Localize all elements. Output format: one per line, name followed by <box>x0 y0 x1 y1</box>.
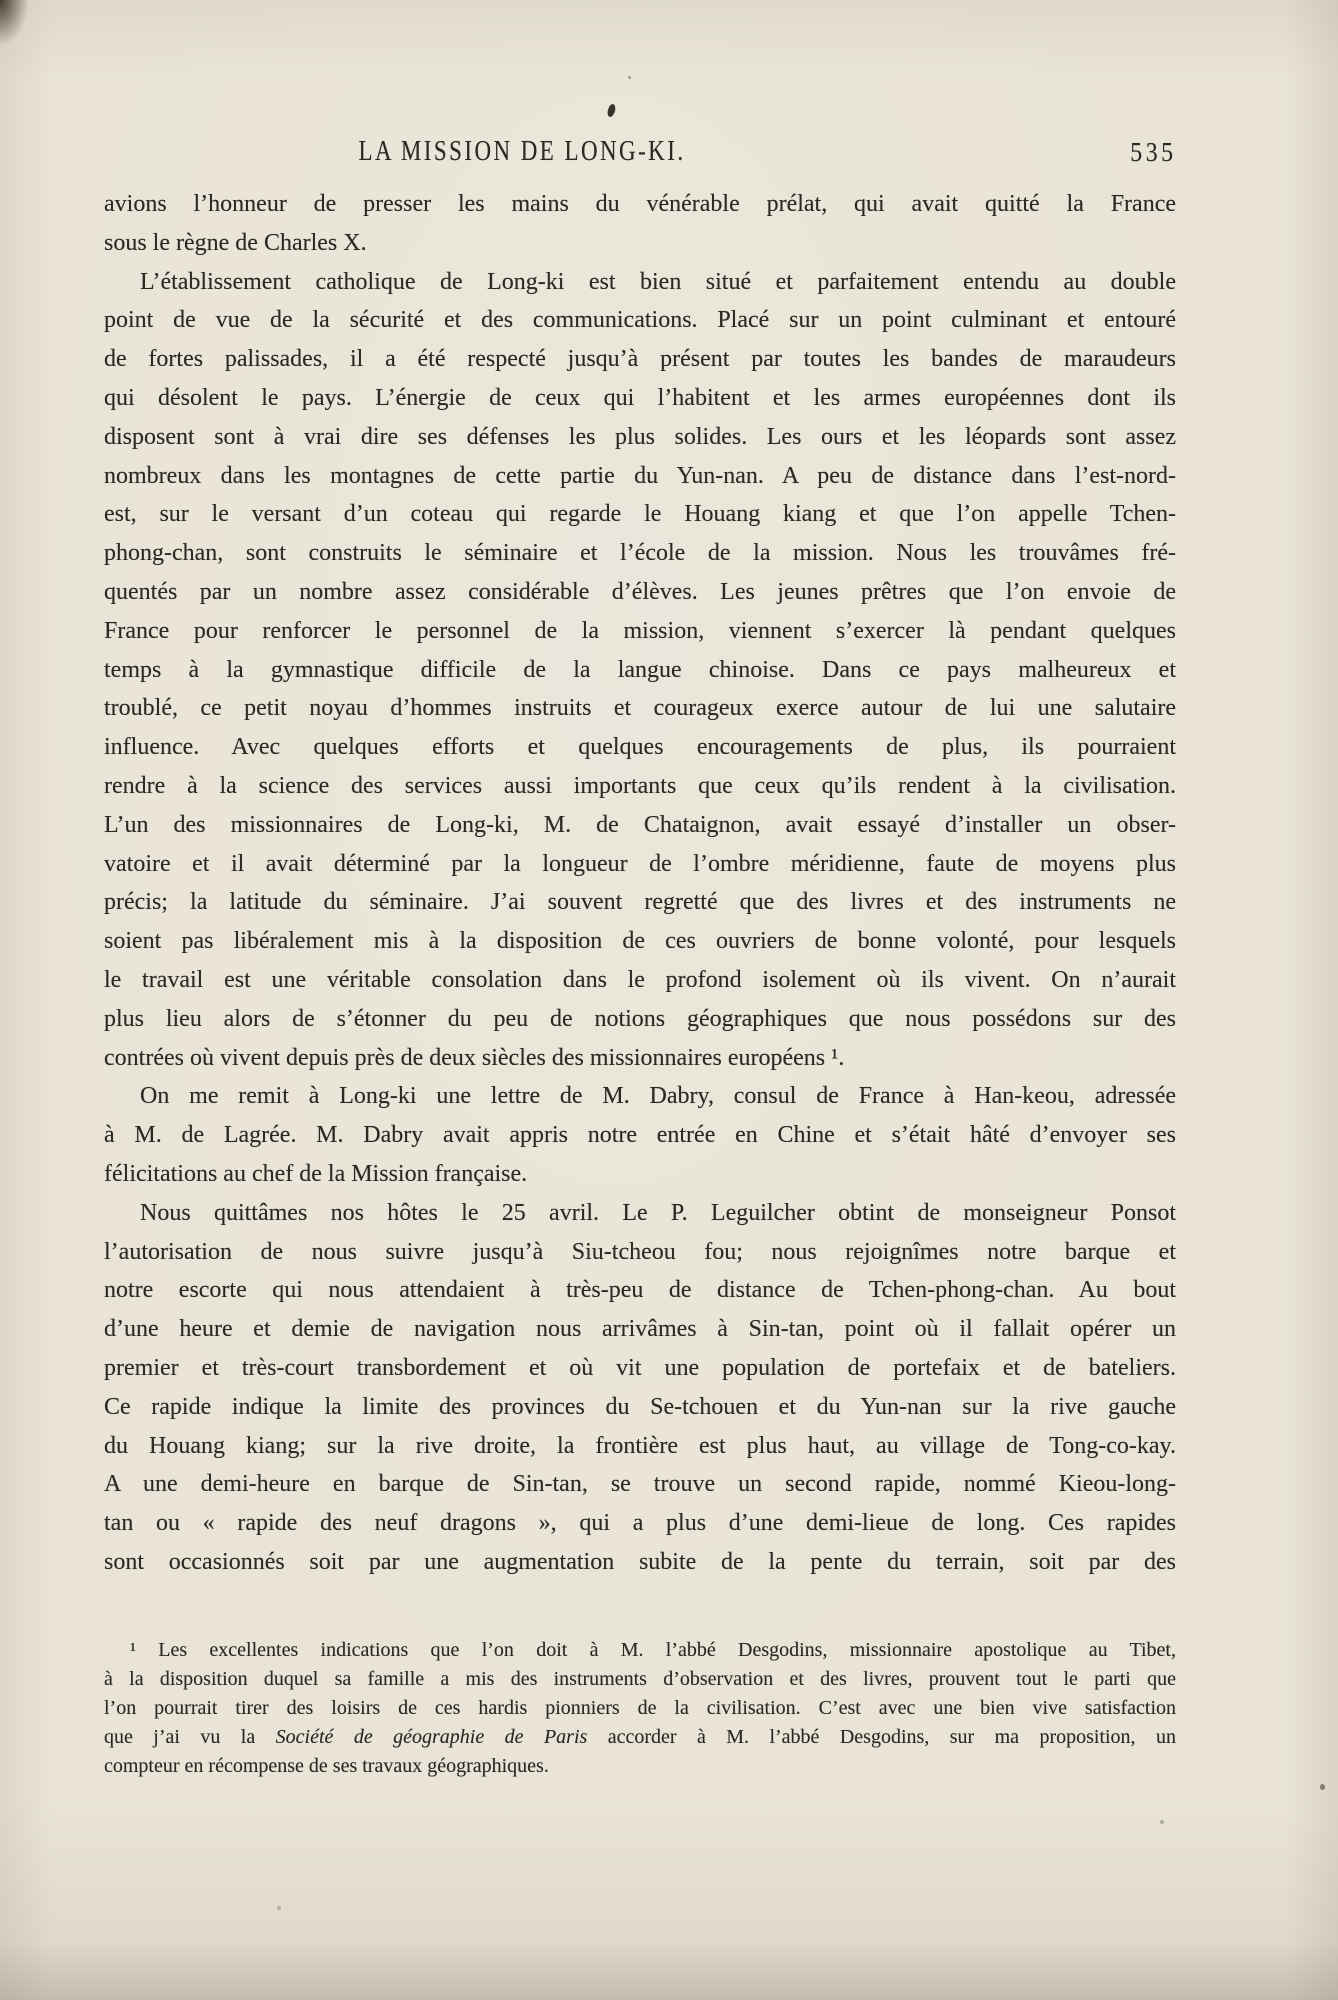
text-line <box>104 1116 1176 1155</box>
text-line <box>104 457 1176 496</box>
text-line <box>104 1233 1176 1272</box>
text-segment: rendre à la science des services aussi importants que ceux qu’ils rendent à la civilisation. <box>104 772 1176 799</box>
text-segment: plus lieu alors de s’étonner du peu de notions géographiques que nous possédons sur des <box>104 1005 1176 1032</box>
text-line <box>104 689 1176 728</box>
text-segment: soient pas libéralement mis à la disposition de ces ouvriers de bonne volonté, pour lesquels <box>104 928 1176 955</box>
text-segment: L’un des missionnaires de Long-ki, M. de Chataignon, avait essayé d’installer un obser- <box>104 811 1176 838</box>
text-line <box>104 185 1176 224</box>
text-line <box>104 495 1176 534</box>
text-segment: Ce rapide indique la limite des provinces du Se-tchouen et du Yun-nan sur la rive gauche <box>104 1393 1176 1420</box>
text-line <box>104 883 1176 922</box>
text-segment: premier et très-court transbordement et où vit une population de portefaix et de bateliers. <box>104 1354 1176 1381</box>
ink-speck <box>606 103 617 118</box>
text-line <box>104 379 1176 418</box>
text-segment: contrées où vivent depuis près de deux siècles des missionnaires européens ¹. <box>104 1044 845 1071</box>
text-segment: sous le règne de Charles X. <box>104 229 367 256</box>
text-line <box>104 1310 1176 1349</box>
footnote <box>104 1636 1176 1781</box>
text-segment: ¹ Les excellentes indications que l’on doit à M. l’abbé Desgodins, missionnaire apostolique au Tibet, <box>130 1639 1176 1661</box>
text-segment: nombreux dans les montagnes de cette partie du Yun-nan. A peu de distance dans l’est-nord- <box>104 462 1176 489</box>
text-segment: qui désolent le pays. L’énergie de ceux qui l’habitent et les armes européennes dont ils <box>104 384 1176 411</box>
text-line <box>104 1465 1176 1504</box>
text-segment: sont occasionnés soit par une augmentation subite de la pente du terrain, soit par des <box>104 1548 1176 1575</box>
ink-speck <box>1160 1820 1164 1824</box>
text-line <box>104 1271 1176 1310</box>
text-segment: précis; la latitude du séminaire. J’ai souvent regretté que des livres et des instruments ne <box>104 889 1176 916</box>
text-segment: est, sur le versant d’un coteau qui regarde le Houang kiang et que l’on appelle Tchen- <box>104 501 1176 528</box>
text-line <box>104 573 1176 612</box>
text-line <box>104 263 1176 302</box>
text-segment: le travail est une véritable consolation dans le profond isolement où ils vivent. On n’aurait <box>104 966 1176 993</box>
text-line <box>104 1504 1176 1543</box>
text-segment: d’une heure et demie de navigation nous arrivâmes à Sin-tan, point où il fallait opérer un <box>104 1316 1176 1343</box>
text-line <box>104 418 1176 457</box>
text-line <box>104 1543 1176 1582</box>
text-line <box>104 1039 1176 1078</box>
text-segment: à la disposition duquel sa famille a mis des instruments d’observation et des livres, prouvent tout le parti que <box>104 1668 1176 1690</box>
text-line <box>104 224 1176 263</box>
text-segment: que j’ai vu la <box>104 1726 276 1748</box>
text-segment: disposent sont à vrai dire ses défenses les plus solides. Les ours et les léopards sont assez <box>104 423 1176 450</box>
ink-speck <box>628 76 631 79</box>
text-line <box>104 1427 1176 1466</box>
text-segment: notre escorte qui nous attendaient à très-peu de distance de Tchen-phong-chan. Au bout <box>104 1277 1176 1304</box>
text-segment: On me remit à Long-ki une lettre de M. Dabry, consul de France à Han-keou, adressée <box>140 1083 1176 1110</box>
text-segment: l’autorisation de nous suivre jusqu’à Siu-tcheou fou; nous rejoignîmes notre barque et <box>104 1238 1176 1265</box>
text-segment: influence. Avec quelques efforts et quelques encouragements de plus, ils pourraient <box>104 734 1176 761</box>
text-segment: avions l’honneur de presser les mains du vénérable prélat, qui avait quitté la France <box>104 191 1176 217</box>
text-line <box>104 806 1176 845</box>
text-line <box>104 1388 1176 1427</box>
text-segment: vatoire et il avait déterminé par la longueur de l’ombre méridienne, faute de moyens plus <box>104 850 1176 877</box>
ink-speck <box>277 1906 281 1910</box>
text-segment: phong-chan, sont construits le séminaire et l’école de la mission. Nous les trouvâmes fré- <box>104 540 1176 567</box>
text-line <box>104 651 1176 690</box>
text-line <box>104 1636 1176 1665</box>
text-line <box>104 728 1176 767</box>
running-header <box>104 136 1176 178</box>
text-segment: quentés par un nombre assez considérable d’élèves. Les jeunes prêtres que l’on envoie de <box>104 578 1176 605</box>
text-segment: du Houang kiang; sur la rive droite, la frontière est plus haut, au village de Tong-co-kay. <box>104 1432 1176 1459</box>
text-line <box>104 1752 1176 1781</box>
text-segment: accorder à M. l’abbé Desgodins, sur ma proposition, un <box>587 1726 1176 1748</box>
ink-speck <box>1320 1784 1325 1790</box>
page-number: 535 <box>1129 137 1176 167</box>
page-title: LA MISSION DE LONG-KI. <box>358 136 686 167</box>
text-line <box>104 301 1176 340</box>
text-segment: temps à la gymnastique difficile de la langue chinoise. Dans ce pays malheureux et <box>104 656 1176 683</box>
text-segment: félicitations au chef de la Mission française. <box>104 1160 528 1187</box>
text-line <box>104 612 1176 651</box>
italic-text-segment: Société de géographie de Paris <box>275 1726 588 1748</box>
text-segment: troublé, ce petit noyau d’hommes instruits et courageux exerce autour de lui une salutaire <box>104 695 1176 722</box>
text-segment: compteur en récompense de ses travaux géographiques. <box>104 1755 549 1777</box>
text-line <box>104 922 1176 961</box>
text-line <box>104 845 1176 884</box>
text-segment: tan ou « rapide des neuf dragons », qui a plus d’une demi-lieue de long. Ces rapides <box>104 1510 1176 1537</box>
text-line <box>104 1665 1176 1694</box>
text-segment: L’établissement catholique de Long-ki est bien situé et parfaitement entendu au double <box>140 268 1176 295</box>
text-line <box>104 767 1176 806</box>
text-line <box>104 1349 1176 1388</box>
text-segment: France pour renforcer le personnel de la mission, viennent s’exercer là pendant quelques <box>104 617 1176 644</box>
text-segment: Nous quittâmes nos hôtes le 25 avril. Le P. Leguilcher obtint de monseigneur Ponsot <box>140 1199 1176 1226</box>
text-segment: de fortes palissades, il a été respecté jusqu’à présent par toutes les bandes de maraudeurs <box>104 346 1176 373</box>
text-line <box>104 1194 1176 1233</box>
text-line <box>104 961 1176 1000</box>
text-segment: point de vue de la sécurité et des communications. Placé sur un point culminant et entouré <box>104 307 1176 334</box>
text-segment: à M. de Lagrée. M. Dabry avait appris notre entrée en Chine et s’était hâté d’envoyer ses <box>104 1122 1176 1149</box>
text-line <box>104 1000 1176 1039</box>
text-line <box>104 1723 1176 1752</box>
body-text <box>104 185 1176 1582</box>
text-segment: l’on pourrait tirer des loisirs de ces hardis pionniers de la civilisation. C’est avec une bien vive satisfaction <box>104 1697 1176 1719</box>
text-line <box>104 340 1176 379</box>
text-line <box>104 1155 1176 1194</box>
page-corner-shadow <box>0 0 30 48</box>
text-segment: A une demi-heure en barque de Sin-tan, se trouve un second rapide, nommé Kieou-long- <box>104 1471 1176 1498</box>
text-line <box>104 1077 1176 1116</box>
text-line <box>104 534 1176 573</box>
text-line <box>104 1694 1176 1723</box>
